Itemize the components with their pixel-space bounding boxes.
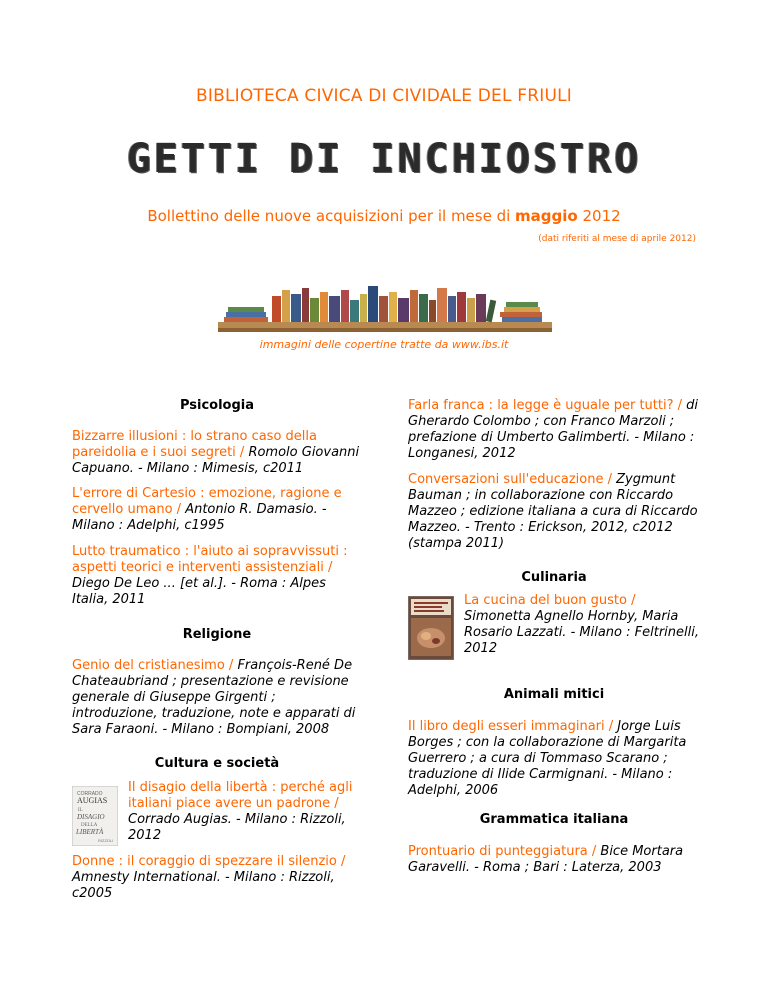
cover-title-3: DELLA: [81, 823, 98, 828]
cover-title-2: DISAGIO: [77, 813, 105, 821]
entry-responsibility: Corrado Augias. - Milano : Rizzoli, 2012: [128, 812, 346, 843]
entry-responsibility: di Gherardo Colombo ; con Franco Marzoli ; prefazione di Umberto Galimberti. - Milano : Longanesi, 2012: [408, 398, 699, 461]
cover-title-1: IL: [78, 808, 83, 813]
entry-title[interactable]: L'errore di Cartesio : emozione, ragione e cervello umano /: [72, 486, 342, 517]
catalog-entry: [72, 854, 362, 902]
entry-title[interactable]: La cucina del buon gusto /: [464, 593, 636, 608]
entry-responsibility: Romolo Giovanni Capuano. - Milano : Mimesis, c2011: [72, 445, 360, 476]
entry-text: [464, 593, 700, 657]
masthead-logo: [0, 136, 768, 182]
entry-title[interactable]: Il disagio della libertà : perché agli italiani piace avere un padrone /: [128, 780, 353, 811]
entry-title[interactable]: Genio del cristianesimo /: [72, 658, 238, 673]
entry-title[interactable]: Prontuario di punteggiatura /: [408, 844, 601, 859]
bulletin-prefix: Bollettino delle nuove acquisizioni per il mese di: [147, 207, 516, 225]
section-heading-religione: Religione: [182, 627, 252, 642]
entry-responsibility: Simonetta Agnello Hornby, Maria Rosario Lazzati. - Milano : Feltrinelli, 2012: [464, 609, 699, 656]
entry-responsibility: Antonio R. Damasio. - Milano : Adelphi, c1995: [72, 502, 327, 533]
bulletin-year: 2012: [577, 207, 621, 225]
entry-title[interactable]: Farla franca : la legge è uguale per tutti? /: [408, 398, 687, 413]
bookshelf-illustration: [218, 282, 552, 334]
catalog-entry: [408, 719, 700, 799]
masthead-text: GETTI DI INCHIOSTRO: [126, 136, 642, 182]
entry-title[interactable]: Lutto traumatico : l'aiuto ai sopravvissuti : aspetti teorici e interventi assistenziali /: [72, 544, 348, 575]
catalog-entry: [72, 658, 362, 738]
catalog-entry: [72, 429, 362, 477]
entry-responsibility: Diego De Leo ... [et al.]. - Roma : Alpes Italia, 2011: [72, 576, 326, 607]
library-name: BIBLIOTECA CIVICA DI CIVIDALE DEL FRIULI: [196, 86, 572, 106]
catalog-entry: [72, 486, 362, 534]
cover-author: CORRADO: [77, 791, 103, 797]
entry-title[interactable]: Il libro degli esseri immaginari /: [408, 719, 618, 734]
data-note: (dati riferiti al mese di aprile 2012): [538, 234, 696, 244]
section-heading-animali: Animali mitici: [503, 687, 605, 702]
entry-title[interactable]: Donne : il coraggio di spezzare il silenzio /: [72, 854, 346, 869]
book-cover-thumbnail: [72, 786, 118, 846]
bulletin-title: [0, 207, 768, 225]
cover-title-4: LIBERTÀ: [76, 828, 104, 836]
entry-responsibility: Jorge Luis Borges ; con la collaborazione di Margarita Guerrero ; a cura di Tommaso Scarano ; traduzione di Ilide Carmignani. - Milano : Adelphi, 2006: [408, 719, 687, 798]
entry-title[interactable]: Bizzarre illusioni : lo strano caso della pareidolia e i suoi segreti /: [72, 429, 317, 460]
section-heading-culinaria: Culinaria: [521, 570, 587, 585]
catalog-entry: [72, 544, 362, 608]
book-cover-thumbnail: [408, 596, 454, 660]
cover-publisher: RIZZOLI: [98, 838, 114, 843]
catalog-entry: [408, 472, 700, 552]
catalog-entry-with-cover: [72, 780, 362, 858]
image-credit: immagini delle copertine tratte da www.ibs.it: [259, 338, 509, 351]
catalog-entry: [408, 844, 700, 876]
section-heading-psicologia: Psicologia: [179, 398, 255, 413]
entry-responsibility: Zygmunt Bauman ; in collaborazione con Riccardo Mazzeo ; edizione italiana a cura di Riccardo Mazzeo. - Trento : Erickson, 2012, c2012 (stampa 2011): [408, 472, 698, 551]
catalog-entry-with-cover: [408, 593, 700, 664]
catalog-entry: [408, 398, 700, 462]
entry-responsibility: François-René De Chateaubriand ; presentazione e revisione generale di Giuseppe Girgenti ; introduzione, traduzione, note e apparati di Sara Faraoni. - Milano : Bompiani, 2008: [72, 658, 356, 737]
cover-name: AUGIAS: [77, 796, 108, 805]
entry-text: [128, 780, 362, 844]
entry-responsibility: Bice Mortara Garavelli. - Roma ; Bari : Laterza, 2003: [408, 844, 684, 875]
section-heading-grammatica: Grammatica italiana: [479, 812, 629, 827]
entry-title[interactable]: Conversazioni sull'educazione /: [408, 472, 617, 487]
section-heading-cultura: Cultura e società: [154, 756, 280, 771]
bulletin-month: maggio: [515, 207, 578, 225]
entry-responsibility: Amnesty International. - Milano : Rizzoli, c2005: [72, 870, 335, 901]
